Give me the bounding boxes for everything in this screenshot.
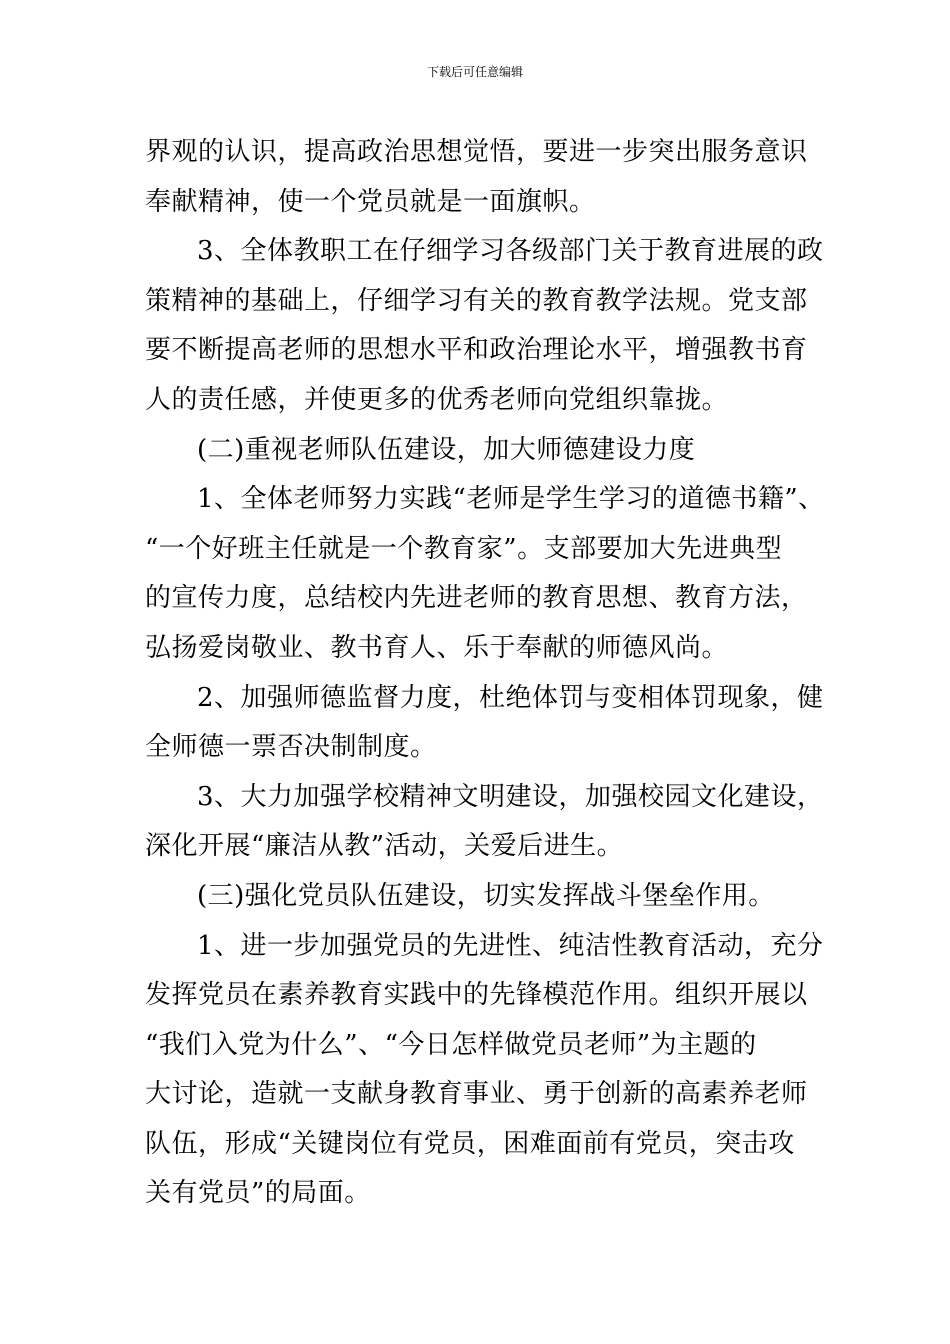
document-body [145, 128, 825, 1219]
section-heading: (三)强化党员队伍建设，切实发挥战斗堡垒作用。 [197, 880, 775, 911]
text-line: 3、大力加强学校精神文明建设，加强校园文化建设， [197, 781, 824, 812]
text-line: 队伍，形成“关键岗位有党员，困难面前有党员，突击攻 [145, 1128, 795, 1159]
text-line: 界观的认识，提高政治思想觉悟，要进一步突出服务意识 [145, 137, 808, 167]
text-line: 3、全体教职工在仔细学习各级部门关于教育进展的政 [197, 236, 824, 267]
text-line: 发挥党员在素养教育实践中的先锋模范作用。组织开展以 [145, 980, 808, 1011]
text-line: “我们入党为什么”、“今日怎样做党员老师”为主题的 [145, 1029, 757, 1060]
text-line: 全师德一票否决制制度。 [145, 732, 437, 763]
text-line: 关有党员”的局面。 [145, 1178, 371, 1209]
text-line: 人的责任感，并使更多的优秀老师向党组织靠拢。 [145, 384, 729, 415]
text-line: 弘扬爱岗敬业、教书育人、乐于奉献的师德风尚。 [145, 632, 729, 663]
text-line: “一个好班主任就是一个教育家”。支部要加大先进典型 [145, 533, 783, 564]
text-line: 1、全体老师努力实践“老师是学生学习的道德书籍”、 [197, 484, 825, 515]
header-note: 下载后可任意编辑 [426, 65, 523, 79]
text-line: 奉献精神，使一个党员就是一面旗帜。 [145, 186, 596, 217]
text-line: 要不断提高老师的思想水平和政治理论水平，增强教书育 [145, 335, 808, 366]
section-heading: (二)重视老师队伍建设，加大师德建设力度 [197, 434, 696, 465]
text-line: 大讨论，造就一支献身教育事业、勇于创新的高素养老师 [145, 1079, 808, 1110]
text-line: 策精神的基础上，仔细学习有关的教育教学法规。党支部 [145, 285, 808, 316]
text-line: 1、进一步加强党员的先进性、纯洁性教育活动，充分 [197, 930, 824, 961]
text-line: 2、加强师德监督力度，杜绝体罚与变相体罚现象，健 [197, 682, 824, 713]
text-line: 的宣传力度，总结校内先进老师的教育思想、教育方法， [145, 583, 808, 614]
text-line: 深化开展“廉洁从教”活动，关爱后进生。 [145, 831, 624, 862]
